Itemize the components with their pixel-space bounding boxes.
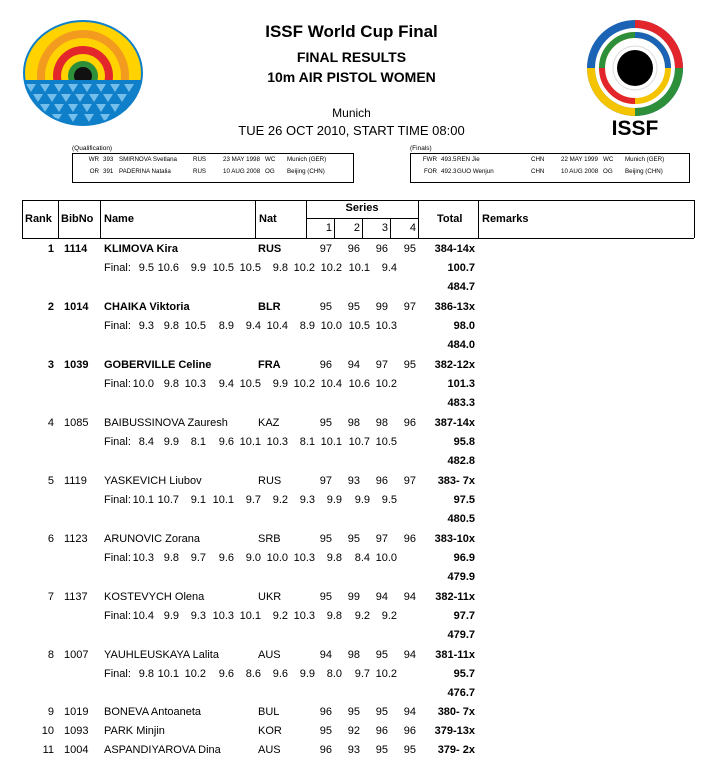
final-shot: 9.1 [190, 494, 206, 506]
series-score: 97 [403, 475, 416, 487]
final-shot: 10.7 [157, 494, 179, 506]
final-shot: 9.8 [163, 552, 179, 564]
bib-cell: 1019 [64, 706, 89, 718]
grand-total: 476.7 [447, 687, 475, 699]
event-title: ISSF World Cup Final [265, 22, 438, 41]
record-type: WR [88, 156, 99, 163]
series-score: 98 [375, 417, 388, 429]
series-score: 96 [319, 744, 332, 756]
rank-cell: 5 [47, 475, 54, 487]
rank-cell: 6 [47, 533, 54, 545]
final-shot: 10.1 [132, 494, 154, 506]
grand-total: 484.0 [447, 339, 475, 351]
final-shot: 9.8 [163, 378, 179, 390]
series-score: 97 [403, 301, 416, 313]
series-score: 95 [375, 649, 388, 661]
nation-cell: SRB [258, 533, 281, 545]
total-score: 380- 7x [437, 706, 475, 718]
document-type: FINAL RESULTS [296, 49, 407, 65]
record-type: OR [89, 168, 99, 175]
record-nat: RUS [193, 156, 207, 163]
nation-cell: KOR [258, 725, 282, 737]
record-date: 23 MAY 1998 [223, 156, 260, 163]
athlete-name: ASPANDIYAROVA Dina [104, 744, 221, 756]
city: Munich [332, 106, 371, 120]
final-shot: 10.5 [212, 262, 234, 274]
col-header-nat: Nat [259, 213, 277, 225]
final-shot: 9.8 [272, 262, 288, 274]
final-shot: 8.6 [245, 668, 261, 680]
final-shot: 9.9 [299, 668, 315, 680]
finals-records-box [410, 153, 690, 183]
final-shot: 9.9 [326, 494, 342, 506]
record-score: 493.5 [441, 156, 457, 163]
series-score: 96 [375, 475, 388, 487]
grand-total: 482.8 [447, 455, 475, 467]
final-shot: 8.4 [138, 436, 154, 448]
final-shot: 9.6 [272, 668, 288, 680]
final-shot: 8.1 [190, 436, 206, 448]
final-shot: 10.3 [132, 552, 154, 564]
series-score: 95 [347, 301, 360, 313]
col-header-name: Name [104, 213, 134, 225]
discipline-title: 10m AIR PISTOL WOMEN [267, 69, 436, 85]
series-score: 99 [347, 591, 360, 603]
col-header-total: Total [437, 213, 463, 225]
final-shot: 9.3 [299, 494, 315, 506]
series-score: 94 [403, 706, 416, 718]
final-total: 100.7 [447, 262, 475, 274]
final-total: 97.7 [453, 610, 475, 622]
final-shot: 10.1 [239, 436, 261, 448]
date-time: TUE 26 OCT 2010, START TIME 08:00 [238, 123, 465, 138]
nation-cell: AUS [258, 744, 281, 756]
final-shot: 9.2 [354, 610, 370, 622]
bib-cell: 1014 [64, 301, 89, 313]
col-divider [418, 200, 419, 238]
rank-cell: 3 [47, 359, 54, 371]
col-divider [255, 200, 256, 238]
rank-cell: 8 [47, 649, 54, 661]
final-label: Final: [104, 668, 131, 680]
series-score: 94 [319, 649, 332, 661]
record-score: 391 [103, 168, 114, 175]
final-shot: 9.2 [381, 610, 397, 622]
final-shot: 9.4 [381, 262, 397, 274]
col-header-bib: BibNo [61, 213, 94, 225]
grand-total: 483.3 [447, 397, 475, 409]
final-shot: 10.7 [348, 436, 370, 448]
final-shot: 9.5 [138, 262, 154, 274]
final-shot: 9.8 [326, 552, 342, 564]
rank-cell: 9 [47, 706, 54, 718]
series-score: 95 [319, 725, 332, 737]
record-nat: CHN [531, 168, 545, 175]
athlete-name: YASKEVICH Liubov [104, 475, 202, 487]
final-label: Final: [104, 320, 131, 332]
final-label: Final: [104, 262, 131, 274]
final-label: Final: [104, 494, 131, 506]
rank-cell: 11 [42, 744, 54, 756]
series-score: 98 [347, 649, 360, 661]
series-score: 95 [319, 417, 332, 429]
final-shot: 10.5 [239, 262, 261, 274]
rank-cell: 1 [47, 243, 54, 255]
record-score: 492.3 [441, 168, 457, 175]
final-shot: 8.0 [326, 668, 342, 680]
series-score: 95 [319, 533, 332, 545]
col-header-series-3: 3 [381, 222, 388, 234]
final-shot: 10.3 [293, 552, 315, 564]
total-score: 379- 2x [437, 744, 475, 756]
col-header-rank: Rank [25, 213, 52, 225]
final-label: Final: [104, 610, 131, 622]
final-shot: 9.9 [272, 378, 288, 390]
record-place: Munich (GER) [625, 156, 665, 163]
bib-cell: 1039 [64, 359, 89, 371]
final-shot: 9.4 [218, 378, 234, 390]
series-score: 93 [347, 475, 360, 487]
final-shot: 10.2 [375, 378, 397, 390]
final-shot: 9.7 [190, 552, 206, 564]
series-score: 95 [319, 591, 332, 603]
final-shot: 9.9 [163, 610, 179, 622]
series-score: 96 [375, 725, 388, 737]
series-score: 97 [319, 243, 332, 255]
final-shot: 9.7 [354, 668, 370, 680]
series-score: 96 [403, 533, 416, 545]
bib-cell: 1114 [64, 243, 88, 255]
final-shot: 10.3 [184, 378, 206, 390]
series-score: 95 [403, 243, 416, 255]
final-shot: 10.4 [320, 378, 342, 390]
final-total: 97.5 [453, 494, 475, 506]
record-comp: WC [603, 156, 614, 163]
record-name: SMIRNOVA Svetlana [119, 156, 178, 163]
series-score: 95 [347, 533, 360, 545]
final-shot: 10.5 [184, 320, 206, 332]
athlete-name: PARK Minjin [104, 725, 165, 737]
record-type: FOR [423, 168, 437, 175]
col-divider [478, 200, 479, 238]
final-shot: 9.7 [245, 494, 261, 506]
series-score: 97 [319, 475, 332, 487]
athlete-name: KOSTEVYCH Olena [104, 591, 205, 603]
final-shot: 9.6 [218, 552, 234, 564]
athlete-name: ARUNOVIC Zorana [104, 533, 200, 545]
final-shot: 10.2 [375, 668, 397, 680]
final-total: 101.3 [447, 378, 475, 390]
final-shot: 9.4 [245, 320, 261, 332]
record-type: FWR [422, 156, 437, 163]
series-score: 96 [403, 725, 416, 737]
total-score: 382-11x [435, 591, 475, 603]
final-shot: 9.3 [138, 320, 154, 332]
col-divider [100, 200, 101, 238]
series-score: 95 [319, 301, 332, 313]
series-score: 92 [347, 725, 360, 737]
final-shot: 10.2 [293, 378, 315, 390]
final-shot: 10.1 [212, 494, 234, 506]
nation-cell: BLR [258, 301, 281, 313]
final-total: 96.9 [453, 552, 475, 564]
series-score: 95 [403, 359, 416, 371]
total-score: 386-13x [434, 301, 475, 313]
series-score: 94 [375, 591, 388, 603]
final-shot: 9.3 [190, 610, 206, 622]
total-score: 384-14x [434, 243, 475, 255]
final-shot: 9.5 [381, 494, 397, 506]
record-name: GUO Wenjun [457, 168, 494, 175]
nation-cell: RUS [258, 243, 282, 255]
series-score: 94 [403, 649, 416, 661]
final-shot: 9.9 [190, 262, 206, 274]
col-header-series-2: 2 [353, 222, 360, 234]
rank-cell: 4 [47, 417, 54, 429]
col-header-remarks: Remarks [482, 213, 529, 225]
grand-total: 480.5 [447, 513, 475, 525]
col-header-series-1: 1 [325, 222, 332, 234]
bib-cell: 1007 [64, 649, 89, 661]
final-shot: 10.6 [348, 378, 370, 390]
series-score: 95 [375, 706, 388, 718]
col-header-series: Series [345, 202, 379, 214]
final-label: Final: [104, 552, 131, 564]
final-label: Final: [104, 378, 131, 390]
final-shot: 9.6 [218, 436, 234, 448]
finals-records-label: (Finals) [410, 145, 432, 152]
final-shot: 9.9 [354, 494, 370, 506]
final-shot: 9.8 [138, 668, 154, 680]
series-score: 96 [319, 359, 332, 371]
final-shot: 10.4 [266, 320, 288, 332]
final-shot: 10.3 [212, 610, 234, 622]
table-header-bottom-border [22, 238, 694, 239]
record-nat: CHN [531, 156, 545, 163]
final-shot: 10.2 [293, 262, 315, 274]
final-shot: 10.5 [375, 436, 397, 448]
total-score: 382-12x [434, 359, 475, 371]
rank-cell: 7 [47, 591, 54, 603]
final-shot: 10.2 [320, 262, 342, 274]
record-date: 10 AUG 2008 [223, 168, 261, 175]
record-date: 10 AUG 2008 [561, 168, 599, 175]
final-shot: 10.5 [239, 378, 261, 390]
qualification-records-box [72, 153, 354, 183]
record-date: 22 MAY 1999 [561, 156, 598, 163]
athlete-name: CHAIKA Viktoria [104, 301, 190, 313]
final-shot: 8.4 [354, 552, 370, 564]
final-shot: 9.9 [163, 436, 179, 448]
record-place: Munich (GER) [287, 156, 327, 163]
bib-cell: 1093 [64, 725, 89, 737]
final-shot: 10.3 [375, 320, 397, 332]
nation-cell: UKR [258, 591, 282, 603]
final-shot: 10.0 [375, 552, 397, 564]
final-shot: 9.2 [272, 610, 288, 622]
athlete-name: GOBERVILLE Celine [104, 359, 212, 371]
series-score: 96 [375, 243, 388, 255]
athlete-name: KLIMOVA Kira [104, 243, 178, 255]
col-divider [58, 200, 59, 238]
series-score: 97 [375, 533, 388, 545]
final-shot: 10.6 [157, 262, 179, 274]
nation-cell: RUS [258, 475, 282, 487]
series-score: 95 [375, 744, 388, 756]
issf-logo-text: ISSF [611, 117, 659, 138]
col-header-series-4: 4 [409, 222, 416, 234]
bib-cell: 1004 [64, 744, 89, 756]
series-score: 97 [375, 359, 388, 371]
series-score: 94 [403, 591, 416, 603]
athlete-name: BONEVA Antoaneta [104, 706, 202, 718]
bib-cell: 1123 [64, 533, 88, 545]
record-name: PADERINA Natalia [119, 168, 171, 175]
bib-cell: 1137 [64, 591, 88, 603]
athlete-name: BAIBUSSINOVA Zauresh [104, 417, 228, 429]
final-shot: 10.0 [320, 320, 342, 332]
final-shot: 8.9 [218, 320, 234, 332]
final-shot: 10.5 [348, 320, 370, 332]
series-score: 93 [347, 744, 360, 756]
record-place: Beijing (CHN) [625, 168, 663, 175]
record-comp: OG [603, 168, 613, 175]
series-score: 94 [347, 359, 360, 371]
final-shot: 9.6 [218, 668, 234, 680]
total-score: 387-14x [434, 417, 475, 429]
record-comp: WC [265, 156, 276, 163]
total-score: 383- 7x [437, 475, 475, 487]
final-shot: 10.0 [132, 378, 154, 390]
final-shot: 10.1 [348, 262, 370, 274]
record-place: Beijing (CHN) [287, 168, 325, 175]
nation-cell: FRA [258, 359, 281, 371]
rank-cell: 10 [41, 725, 54, 737]
final-label: Final: [104, 436, 131, 448]
final-shot: 9.2 [272, 494, 288, 506]
final-total: 98.0 [453, 320, 475, 332]
final-shot: 9.8 [326, 610, 342, 622]
final-total: 95.7 [453, 668, 475, 680]
record-comp: OG [265, 168, 275, 175]
table-border-left [22, 200, 23, 238]
bib-cell: 1119 [64, 475, 87, 487]
final-shot: 9.8 [163, 320, 179, 332]
series-score: 98 [347, 417, 360, 429]
nation-cell: AUS [258, 649, 281, 661]
series-score: 96 [319, 706, 332, 718]
total-score: 379-13x [434, 725, 475, 737]
table-top-border [22, 200, 694, 201]
series-score: 96 [347, 243, 360, 255]
nation-cell: KAZ [258, 417, 280, 429]
rank-cell: 2 [47, 301, 54, 313]
final-shot: 10.1 [239, 610, 261, 622]
total-score: 381-11x [435, 649, 475, 661]
series-score: 99 [375, 301, 388, 313]
final-shot: 10.1 [320, 436, 342, 448]
record-name: REN Jie [457, 156, 480, 163]
record-score: 393 [103, 156, 114, 163]
grand-total: 479.9 [447, 571, 475, 583]
grand-total: 479.7 [447, 629, 475, 641]
final-shot: 10.2 [184, 668, 206, 680]
grand-total: 484.7 [447, 281, 475, 293]
final-shot: 10.4 [132, 610, 154, 622]
final-shot: 10.3 [293, 610, 315, 622]
table-border-right [694, 200, 695, 238]
qualification-records-label: (Qualification) [72, 145, 113, 152]
final-shot: 10.3 [266, 436, 288, 448]
nation-cell: BUL [258, 706, 280, 718]
final-shot: 9.0 [245, 552, 261, 564]
final-total: 95.8 [453, 436, 475, 448]
series-score: 95 [403, 744, 416, 756]
total-score: 383-10x [434, 533, 475, 545]
athlete-name: YAUHLEUSKAYA Lalita [104, 649, 219, 661]
final-shot: 10.1 [157, 668, 179, 680]
series-score: 95 [347, 706, 360, 718]
record-nat: RUS [193, 168, 207, 175]
final-shot: 8.9 [299, 320, 315, 332]
final-shot: 8.1 [299, 436, 315, 448]
bib-cell: 1085 [64, 417, 89, 429]
final-shot: 10.0 [266, 552, 288, 564]
series-score: 96 [403, 417, 416, 429]
